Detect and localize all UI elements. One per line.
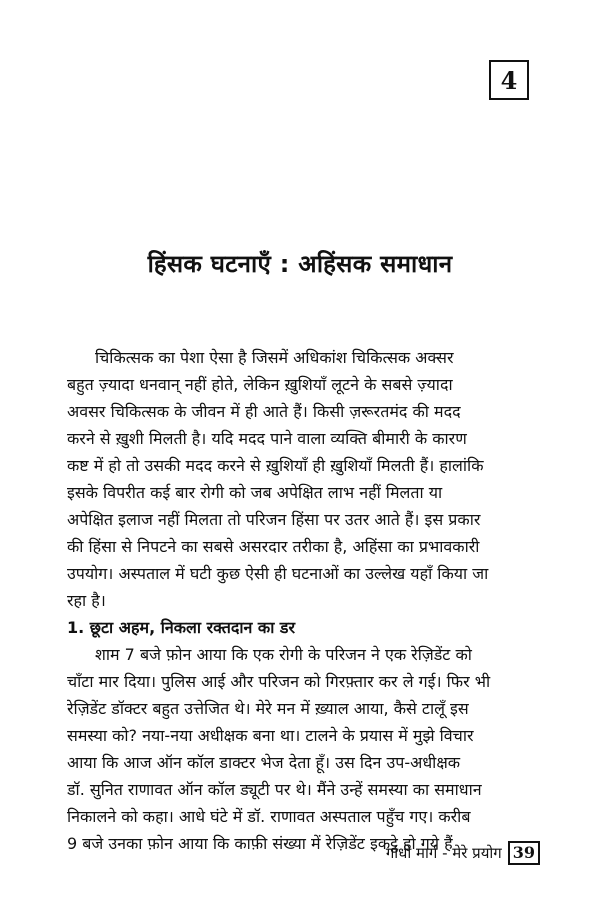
chapter-number-box xyxy=(489,60,529,100)
section-line: रेज़िडेंट डॉक्टर बहुत उत्तेजित थे। मेरे मन में ख़्याल आया, कैसे टालूँ इस xyxy=(67,699,469,718)
paragraph-line: रहा है। xyxy=(67,591,106,610)
running-title: गांधी मार्ग - मेरे प्रयोग xyxy=(385,844,502,862)
section-line: निकालने को कहा। आधे घंटे में डॉ. राणावत अस्पताल पहुँच गए। करीब xyxy=(67,807,471,826)
paragraph-line: चिकित्सक का पेशा ऐसा है जिसमें अधिकांश चिकित्सक अक्सर xyxy=(95,348,454,367)
paragraph-line: अपेक्षित इलाज नहीं मिलता तो परिजन हिंसा पर उतर आते हैं। इस प्रकार xyxy=(67,510,481,529)
paragraph-line: अवसर चिकित्सक के जीवन में ही आते हैं। किसी ज़रूरतमंद की मदद xyxy=(67,402,461,421)
section-line: समस्या को? नया-नया अधीक्षक बना था। टालने के प्रयास में मुझे विचार xyxy=(67,726,474,745)
section-line: 9 बजे उनका फ़ोन आया कि काफ़ी संख्या में रेज़िडेंट इकट्ठे हो गये हैं xyxy=(67,834,453,853)
chapter-number: 4 xyxy=(500,65,518,95)
page-footer xyxy=(386,841,540,865)
paragraph-line: की हिंसा से निपटने का सबसे असरदार तरीका है, अहिंसा का प्रभावकारी xyxy=(67,537,480,556)
section-heading: 1. छूटा अहम, निकला रक्तदान का डर xyxy=(67,618,296,637)
section-line: चाँटा मार दिया। पुलिस आई और परिजन को गिरफ़्तार कर ले गई। फिर भी xyxy=(67,672,491,691)
section-line: आया कि आज ऑन कॉल डाक्टर भेज देता हूँ। उस दिन उप-अधीक्षक xyxy=(67,753,461,772)
section-line: शाम 7 बजे फ़ोन आया कि एक रोगी के परिजन ने एक रेज़िडेंट को xyxy=(95,645,472,664)
paragraph-line: बहुत ज़्यादा धनवान् नहीं होते, लेकिन ख़ुशियाँ लूटने के सबसे ज़्यादा xyxy=(67,375,453,394)
paragraph-line: कष्ट में हो तो उसकी मदद करने से ख़ुशियाँ ही ख़ुशियाँ मिलती हैं। हालांकि xyxy=(67,456,484,475)
paragraph-line: उपयोग। अस्पताल में घटी कुछ ऐसी ही घटनाओं का उल्लेख यहाँ किया जा xyxy=(67,564,489,583)
page-number: 39 xyxy=(508,841,540,865)
paragraph-line: इसके विपरीत कई बार रोगी को जब अपेक्षित लाभ नहीं मिलता या xyxy=(67,483,443,502)
section-line: डॉ. सुनित राणावत ऑन कॉल ड्यूटी पर थे। मैंने उन्हें समस्या का समाधान xyxy=(67,780,482,799)
chapter-title: हिंसक घटनाएँ : अहिंसक समाधान xyxy=(147,250,453,278)
paragraph-line: करने से ख़ुशी मिलती है। यदि मदद पाने वाला व्यक्ति बीमारी के कारण xyxy=(67,429,467,448)
body-text xyxy=(67,344,541,857)
